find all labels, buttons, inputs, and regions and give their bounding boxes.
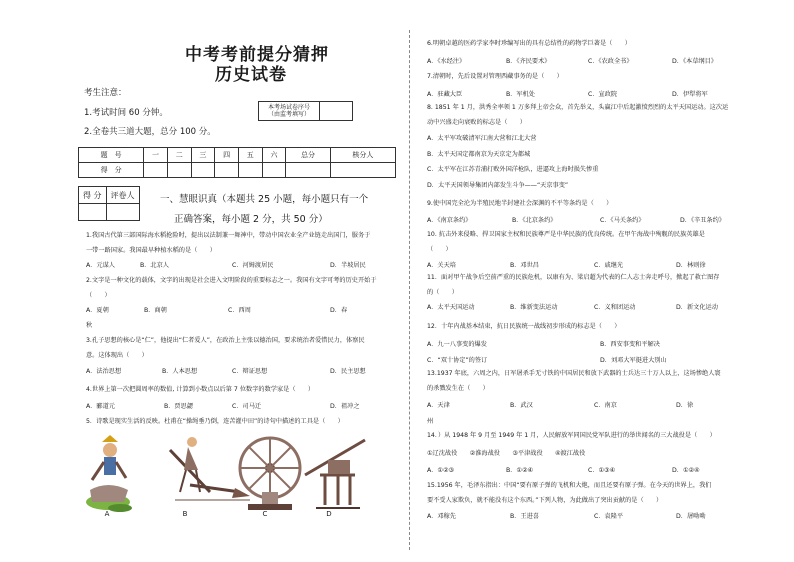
notice-item: 1.考试时间 60 分钟。 [84,108,168,118]
section-score-box [78,186,140,221]
score-table-header-row [79,148,396,163]
score-table-score-cell[interactable] [330,163,395,178]
option[interactable]: C．太平军在江苏青浦打败外国洋枪队，进逼攻上海时损失惨重 [427,166,599,173]
option[interactable]: B．商朝 [144,307,167,314]
score-table-header-cell: 题 号 [79,148,144,163]
section-grader-label: 评卷人 [106,187,139,204]
image-label: C [262,510,268,518]
question-text: 10. 抗击外来侵略、捍卫国家主权和民族尊严是中华民族的优良传统。在甲午海战中殉舰的民族英雄是 [427,231,705,238]
question-text: 的（ ） [427,289,458,296]
option[interactable]: A．驻藏大臣 [427,91,463,98]
question-text: 秋 [86,322,93,329]
option[interactable]: C．①③④ [588,467,616,474]
notice-item: 2.全卷共三道大题，总分 100 分。 [84,127,216,137]
score-table-header-cell: 四 [215,148,239,163]
option[interactable]: C．司马迁 [232,403,262,410]
page-title: 中考考前提分猜押 [185,45,329,65]
question-text: 6.明朝卓越的医药学家李时珍编写出的具有总结性的药物学巨著是（ ） [427,40,631,47]
option[interactable]: A．夏朝 [86,307,109,314]
option[interactable]: A．《水经注》 [427,58,466,65]
question-text: 7.清朝时，先后设置对管理西藏事务的是（ ） [427,73,563,80]
score-table-score-cell[interactable] [191,163,215,178]
option[interactable]: A．九一八事变的爆发 [427,341,487,348]
section-grader-field[interactable] [106,204,139,221]
option[interactable]: D．春 [330,307,348,314]
option[interactable]: B．贾思勰 [164,403,193,410]
question-text: 15.1956 年，毛泽东指出：中国“要有原子弹的飞机和大炮，而且还要有原子弹。在今天的世界上，我们 [427,482,712,489]
score-table-header-cell: 核分人 [330,148,395,163]
option[interactable]: A．太平军攻破清军江南大营和江北大营 [427,135,537,142]
image-b-plough-icon [170,437,250,500]
image-label: D [326,510,332,518]
image-d-seed-drill-icon [305,440,365,508]
question-text: （ ） [427,246,452,253]
question-text: （ ） [86,292,111,299]
section-title-cont: 正确答案，每小题 2 分，共 50 分） [174,214,328,225]
option[interactable]: C．“双十协定”的签订 [427,357,488,364]
question-text: 3.孔子思想的核心是“仁”，他提出“仁者爱人”，在政治上主张以德治国，要求统治者爱惜民力，体察民 [86,337,365,344]
option[interactable]: D．徐 [676,402,694,409]
question-text: 的杀戮发生在（ ） [427,385,489,392]
question-text: 8. 1851 年 1 月，洪秀全率领 1 万多拜上帝会众，首先举义，头赢江中后起激愤烈烈的太平天国运动。这次运 [427,104,729,111]
option[interactable]: A．邓稼先 [427,513,456,520]
option[interactable]: C．河姆渡居民 [232,262,274,269]
option[interactable]: A．法治思想 [86,368,122,375]
image-label: A [104,510,110,518]
image-label: B [182,510,188,518]
option[interactable]: B．《北京条约》 [512,217,557,224]
section-score-label: 得 分 [79,187,107,204]
option[interactable]: D．屠呦呦 [676,513,706,520]
seat-number-field[interactable] [320,102,353,121]
score-table-score-cell[interactable] [144,163,168,178]
option[interactable]: B．北京人 [140,262,169,269]
question-text: 要不受人家欺负，就不能没有这个东西。”下列人物，为此做出了突出贡献的是（ ） [427,497,663,504]
column-divider [409,30,410,550]
option[interactable]: D．《本草纲目》 [672,58,717,65]
option[interactable]: D．新文化运动 [676,304,718,311]
score-table-header-cell: 三 [191,148,215,163]
question-text: 一带一路国家。我国最早种植水稻的是（ ） [86,247,216,254]
question-text: 1.我国古代第三部国际海水稻抢险时，提出以法制兼一舞神中，带动中国农业全产业链走出国门，服务于 [86,232,371,239]
option[interactable]: C．《农政全书》 [588,58,633,65]
option[interactable]: C．戚继光 [594,262,624,269]
option[interactable]: B．军机处 [506,91,535,98]
option[interactable]: D．祖冲之 [330,403,360,410]
score-table-score-cell[interactable]: 得 分 [79,163,144,178]
image-c-water-wheel-icon [240,438,300,510]
score-table [78,147,396,178]
question-text: 13.1937 年底，六周之内，日军屠杀手无寸铁的中国居民和放下武器的士兵达三十万人以上，这场惨绝人寰 [427,370,721,377]
option[interactable]: C．西周 [228,307,251,314]
option[interactable]: D．刘邓大军挺进大别山 [600,357,667,364]
option[interactable]: B．①②④ [506,467,534,474]
seat-number-label: 本考场试卷序号 （由监考填写） [259,102,320,121]
option[interactable]: A．天津 [427,402,450,409]
option[interactable]: D．民主思想 [330,368,366,375]
question-5-images [80,430,390,520]
option[interactable]: B．西安事变和平解决 [600,341,660,348]
score-table-score-cell[interactable] [167,163,191,178]
option[interactable]: B．太平天国定都南京为天京定为都城 [427,150,531,158]
question-text: 9.使中国完全沦为半殖民地半封建社会深渊的不平等条约是（ ） [427,200,613,207]
option[interactable]: D．半坡居民 [330,262,366,269]
option[interactable]: B．王进喜 [510,513,539,520]
score-table-header-cell: 二 [167,148,191,163]
question-text: 州 [427,418,434,425]
option[interactable]: C．义和团运动 [594,304,636,311]
option[interactable]: C．南京 [594,402,617,409]
score-table-score-cell[interactable] [215,163,239,178]
option[interactable]: D．伊犁将军 [672,91,708,98]
question-text: 2.文字是一种文化的载体，文字的出现是社会进入文明阶段的重要标志之一。我国有文字可考的历史开始于 [86,277,377,284]
option[interactable]: A．关天培 [427,262,456,269]
option[interactable]: B．武汉 [510,402,533,409]
page-subtitle: 历史试卷 [215,65,287,85]
option[interactable]: B．人本思想 [162,368,198,375]
question-text: 意。这体现出（ ） [86,352,148,359]
question-text: 5．诗歌是现实生活的反映。杜甫在“操绳垂乃倒，连苦灌中田”的诗句中描述的工具是（ ） [86,418,344,425]
score-table-score-cell[interactable] [286,163,330,178]
option[interactable]: B．《齐民要术》 [506,58,551,65]
score-table-header-cell: 总分 [286,148,330,163]
option[interactable]: C．宣政院 [588,91,618,98]
score-table-score-row [79,163,396,178]
option[interactable]: D．《辛丑条约》 [680,217,725,224]
option[interactable]: C．《马关条约》 [600,217,645,224]
option[interactable]: D．林则徐 [676,262,706,269]
notice-heading: 考生注意： [84,88,127,98]
question-text: 4.世界上第一次把圆周率的数值, 计算到小数点以后第 7 位数字的数学家是（ ） [86,386,315,393]
option[interactable]: A．《南京条约》 [427,217,472,224]
section-title: 一、慧眼识真（本题共 25 小题，每小题只有一个 [160,194,369,205]
option[interactable]: A．元谋人 [86,262,115,269]
image-a-farmer-icon [86,435,132,512]
score-table-score-cell[interactable] [262,163,286,178]
option[interactable]: D．太平天国领导集团内部发生斗争——“天京事变” [427,181,569,189]
option[interactable]: B．邓世昌 [510,262,539,269]
question-text: 14．）从 1948 年 9 月至 1949 年 1 月，人民解放军同国民党军队进行的举世闻名的三大战役是（ ） [427,432,716,439]
option[interactable]: B．维新变法运动 [510,304,558,311]
score-table-score-cell[interactable] [238,163,262,178]
score-table-header-cell: 六 [262,148,286,163]
option[interactable]: D．①②④ [672,467,700,474]
option[interactable]: C．辩证思想 [232,368,268,375]
score-table-header-cell: 一 [144,148,168,163]
question-text: 动中兴盛走向衰败的标志是（ ） [427,119,526,126]
score-table-header-cell: 五 [238,148,262,163]
question-text: 12．十年内战基本结束，抗日民族统一战线初步形成的标志是（ ） [427,323,621,330]
option[interactable]: A．郦道元 [86,403,115,410]
option[interactable]: C．袁隆平 [594,513,624,520]
option[interactable]: A．太平天国运动 [427,304,475,311]
option[interactable]: A．①②③ [427,467,455,474]
question-sub-options: ①辽沈战役 ②淮海战役 ③平津战役 ④渡江战役 [427,450,586,457]
section-score-field[interactable] [79,204,107,221]
question-text: 11．面对甲午战争后空前严重的民族危机，以康有为、梁启超为代表的仁人志士奔走呼号，掀起了救亡图存 [427,274,720,281]
seat-number-box [258,101,353,121]
